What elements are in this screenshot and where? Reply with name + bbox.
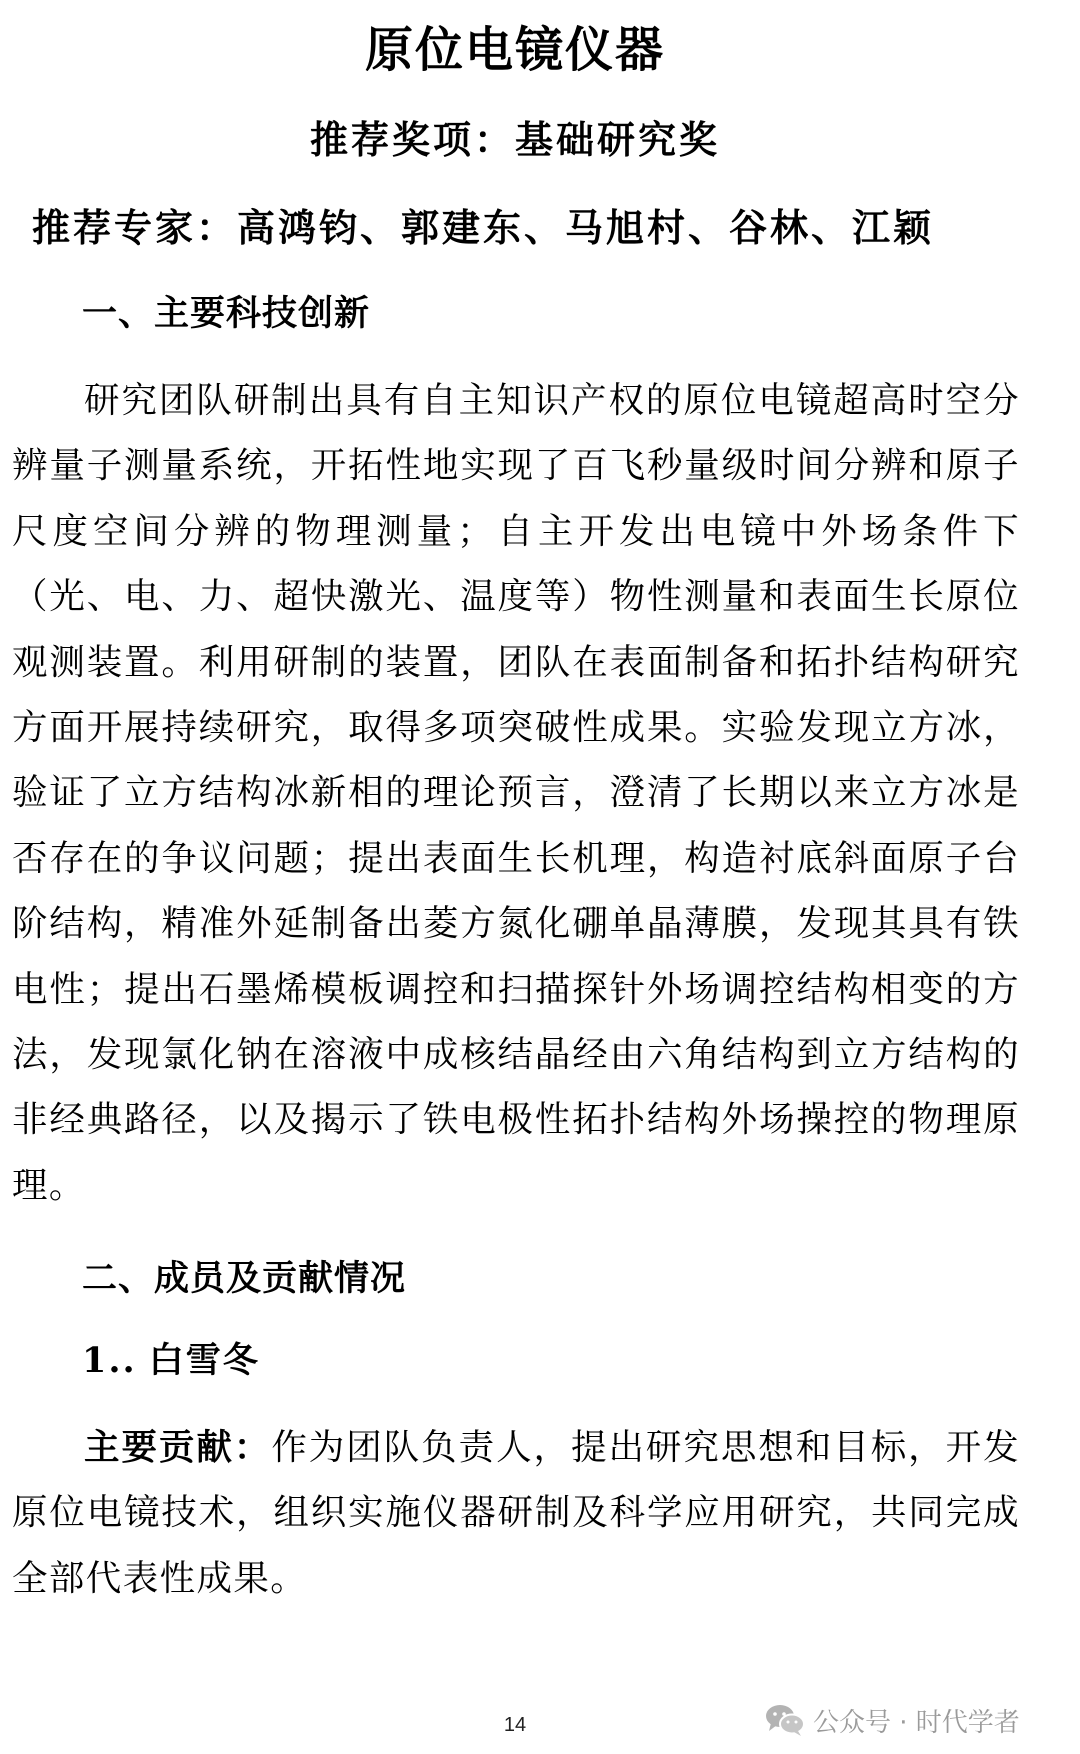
- member-heading: [82, 1335, 260, 1387]
- watermark-text: 公众号 · 时代学者: [813, 1707, 1020, 1738]
- contribution-text: 作为团队负责人，提出研究思想和目标，开发原位电镜技术，组织实施仪器研制及科学应用研究，共同完成全部代表性成果。: [12, 1427, 1020, 1599]
- member-number: 1..: [82, 1340, 137, 1381]
- member-contribution-paragraph: [12, 1415, 1020, 1611]
- contribution-label: 主要贡献：: [84, 1427, 272, 1468]
- member-name: 白雪冬: [148, 1340, 260, 1381]
- page-number: 14: [503, 1714, 527, 1736]
- wechat-icon: [765, 1703, 805, 1737]
- section-heading-members: 二、成员及贡献情况: [82, 1259, 407, 1299]
- watermark: [765, 1700, 1020, 1740]
- award-line: 推荐奖项：基础研究奖: [309, 117, 720, 162]
- experts-line: 推荐专家：高鸿钧、郭建东、马旭村、谷林、江颖: [32, 205, 935, 250]
- section-heading-innovation: 一、主要科技创新: [82, 294, 371, 334]
- innovation-paragraph: 研究团队研制出具有自主知识产权的原位电镜超高时空分辨量子测量系统，开拓性地实现了百飞秒量级时间分辨和原子尺度空间分辨的物理测量；自主开发出电镜中外场条件下（光、电、力、超快激光、温度等）物性测量和表面生长原位观测装置。利用研制的装置，团队在表面制备和拓扑结构研究方面开展持续研究，取得多项突破性成果。实验发现立方冰，验证了立方结构冰新相的理论预言，澄清了长期以来立方冰是否存在的争议问题；提出表面生长机理，构造衬底斜面原子台阶结构，精准外延制备出菱方氮化硼单晶薄膜，发现其具有铁电性；提出石墨烯模板调控和扫描探针外场调控结构相变的方法，发现氯化钠在溶液中成核结晶经由六角结构到立方结构的非经典路径，以及揭示了铁电极性拓扑结构外场操控的物理原理。: [12, 380, 1020, 1206]
- document-title: 原位电镜仪器: [364, 22, 665, 78]
